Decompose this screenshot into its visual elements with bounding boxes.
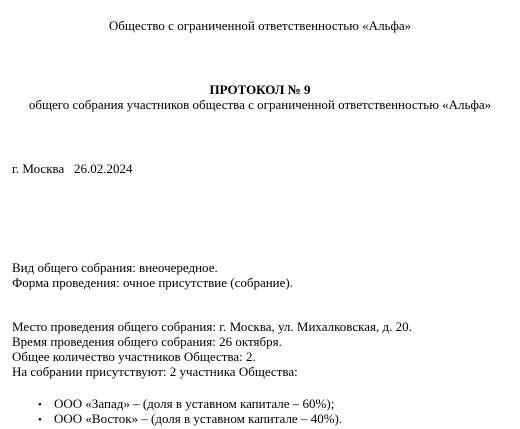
participant-text: ООО «Запад» – (доля в уставном капитале – 60%);	[54, 396, 335, 411]
organization-header: Общество с ограниченной ответственностью «Альфа»	[108, 18, 412, 33]
meeting-time: Время проведения общего собрания: 26 октября.	[12, 334, 282, 349]
meeting-kind: Вид общего собрания: внеочередное.	[12, 260, 218, 275]
protocol-title: ПРОТОКОЛ № 9	[209, 82, 311, 97]
bullet-icon: •	[38, 399, 42, 411]
city-text: г. Москва	[12, 161, 65, 176]
bullet-icon: •	[38, 414, 42, 426]
protocol-subtitle: общего собрания участников общества с ограниченной ответственностью «Альфа»	[28, 97, 492, 112]
participants-total: Общее количество участников Общества: 2.	[12, 349, 256, 364]
meeting-location: Место проведения общего собрания: г. Москва, ул. Михалковская, д. 20.	[12, 319, 412, 334]
place-date-line	[12, 161, 133, 176]
date-text: 26.02.2024	[74, 161, 133, 176]
participants-present: На собрании присутствуют: 2 участника Общества:	[12, 364, 298, 379]
list-item	[38, 411, 342, 428]
participant-text: ООО «Восток» – (доля в уставном капитале – 40%).	[54, 411, 343, 426]
meeting-form: Форма проведения: очное присутствие (собрание).	[12, 275, 293, 290]
